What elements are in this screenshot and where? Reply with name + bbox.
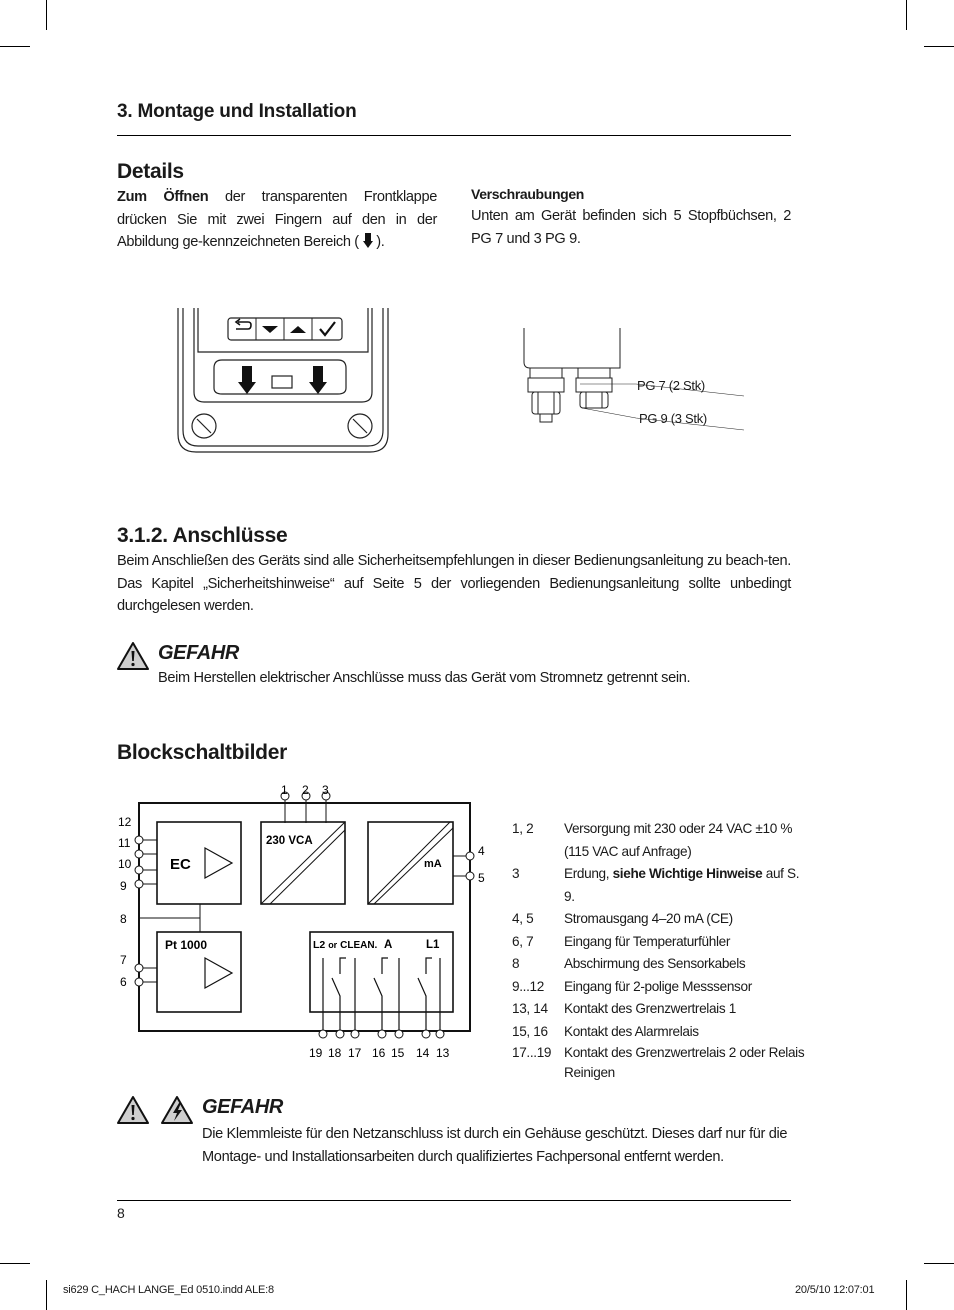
pg7-label: PG 7 (2 Stk)	[637, 378, 705, 393]
legend-num: 6, 7	[512, 933, 534, 949]
relay-labels: L2 or CLEAN.	[313, 939, 378, 951]
section-title: 3. Montage und Installation	[117, 101, 357, 122]
terminal-label: 15	[391, 1046, 405, 1060]
legend-item	[512, 998, 812, 1021]
legend-text: Versorgung mit 230 oder 24 VAC ±10 % (115 VAC auf Anfrage)	[564, 821, 793, 859]
legend-item	[512, 908, 812, 931]
connections-paragraph: Beim Anschließen des Geräts sind alle Sicherheitsempfehlungen in dieser Bedienungsanleitung zu beach-ten. Das Kapitel „Sicherheitshinweise“ auf Seite 5 der vorliegenden Bedienungsanleitung sollte unbedingt durchgelesen werden.	[117, 553, 791, 614]
pg9-label: PG 9 (3 Stk)	[639, 411, 707, 426]
legend-text: Kontakt des Alarmrelais	[564, 1023, 699, 1039]
left-terminals	[118, 815, 200, 989]
terminal-label: 8	[120, 912, 127, 926]
terminal-legend	[512, 818, 812, 1083]
legend-item	[512, 818, 812, 863]
terminal-label: 18	[328, 1046, 342, 1060]
press-arrow-icon	[309, 366, 327, 394]
crop-mark	[906, 1280, 907, 1310]
terminal-label: 3	[322, 783, 329, 797]
crop-mark	[924, 1263, 954, 1264]
bottom-terminals	[309, 1030, 450, 1060]
press-arrow-icon	[238, 366, 256, 394]
terminal-label: 13	[436, 1046, 450, 1060]
legend-item	[512, 976, 812, 999]
block-heading: Blockschaltbilder	[117, 741, 287, 764]
danger-text: Beim Herstellen elektrischer Anschlüsse muss das Gerät vom Stromnetz getrennt sein.	[158, 670, 691, 686]
terminal-label: 11	[118, 836, 131, 850]
box-power-label: 230 VCA	[266, 835, 313, 847]
terminal-label: 4	[478, 844, 485, 858]
relay-label-l1: L1	[426, 939, 440, 951]
legend-num: 15, 16	[512, 1023, 548, 1039]
connections-heading: 3.1.2. Anschlüsse	[117, 524, 288, 547]
legend-text: Abschirmung des Sensorkabels	[564, 956, 746, 971]
legend-text: Erdung, siehe Wichtige Hinweise auf S. 9.	[564, 866, 800, 904]
legend-num: 1, 2	[512, 821, 534, 836]
legend-text: Eingang für 2-polige Messsensor	[564, 978, 752, 994]
press-arrow-icon	[363, 233, 373, 248]
details-left-paragraph	[117, 186, 437, 254]
terminal-label: 7	[120, 953, 127, 967]
terminal-label: 1	[281, 783, 288, 797]
terminal-label: 9	[120, 879, 127, 893]
box-pt-label: Pt 1000	[165, 938, 208, 952]
legend-text: Kontakt des Grenzwertrelais 2 oder Relais Reinigen	[564, 1045, 805, 1080]
screw-heading: Verschraubungen	[471, 186, 585, 202]
legend-item	[512, 953, 812, 976]
legend-item	[512, 863, 812, 908]
danger-title-2: GEFAHR	[202, 1096, 283, 1118]
crop-mark	[924, 46, 954, 47]
legend-item	[512, 1043, 812, 1083]
details-left-text: der transparenten Frontklappe drücken Sie mit zwei Fingern auf den in der Abbildung ge-kennzeichneten Bereich (	[117, 189, 437, 250]
danger-text-2: Die Klemmleiste für den Netzanschluss ist durch ein Gehäuse geschützt. Dieses darf nur für die Montage- und Installationsarbeiten durch qualifiziertes Fachpersonal entfernt werden.	[202, 1126, 788, 1165]
legend-text: Kontakt des Grenzwertrelais 1	[564, 1001, 736, 1016]
legend-num: 17...19	[512, 1045, 552, 1060]
terminal-label: 14	[416, 1046, 430, 1060]
terminal-label: 16	[372, 1046, 386, 1060]
legend-num: 9...12	[512, 978, 544, 994]
legend-text: Eingang für Temperaturfühler	[564, 933, 731, 949]
details-left-end: ).	[372, 234, 385, 250]
legend-item	[512, 1021, 812, 1044]
warning-triangle-icon	[116, 641, 150, 671]
page-number: 8	[117, 1205, 125, 1221]
legend-num: 13, 14	[512, 1001, 548, 1016]
crop-mark	[906, 0, 907, 30]
cable-gland-illustration	[516, 326, 750, 436]
details-heading: Details	[117, 160, 184, 183]
terminal-label: 17	[348, 1046, 362, 1060]
screw-text: Unten am Gerät befinden sich 5 Stopfbüchsen, 2 PG 7 und 3 PG 9.	[471, 208, 791, 247]
warning-triangle-icon	[116, 1095, 150, 1125]
file-info: si629 C_HACH LANGE_Ed 0510.indd ALE:8	[63, 1284, 274, 1296]
box-ma-label: mA	[424, 858, 442, 870]
terminal-label: 10	[118, 857, 132, 871]
terminal-label: 12	[118, 815, 132, 829]
terminal-label: 6	[120, 975, 127, 989]
date-info: 20/5/10 12:07:01	[795, 1284, 875, 1296]
details-left-bold: Zum Öffnen	[117, 189, 209, 205]
footer-rule	[117, 1200, 791, 1201]
crop-mark	[0, 1263, 30, 1264]
crop-mark	[46, 1280, 47, 1310]
legend-text: Stromausgang 4–20 mA (CE)	[564, 911, 733, 926]
relay-label-a: A	[384, 939, 393, 951]
terminal-label: 19	[309, 1046, 323, 1060]
legend-num: 8	[512, 956, 520, 971]
terminal-label: 5	[478, 871, 485, 885]
legend-num: 3	[512, 866, 520, 881]
box-ec-label: EC	[170, 856, 191, 873]
header-rule	[117, 135, 791, 136]
block-diagram	[110, 778, 500, 1068]
crop-mark	[0, 46, 30, 47]
terminal-label: 2	[302, 783, 309, 797]
electric-hazard-icon	[160, 1095, 194, 1125]
legend-num: 4, 5	[512, 911, 534, 926]
device-front-illustration	[176, 306, 390, 456]
crop-mark	[46, 0, 47, 30]
danger-title: GEFAHR	[158, 642, 239, 664]
keypad	[228, 318, 342, 340]
legend-item	[512, 931, 812, 954]
